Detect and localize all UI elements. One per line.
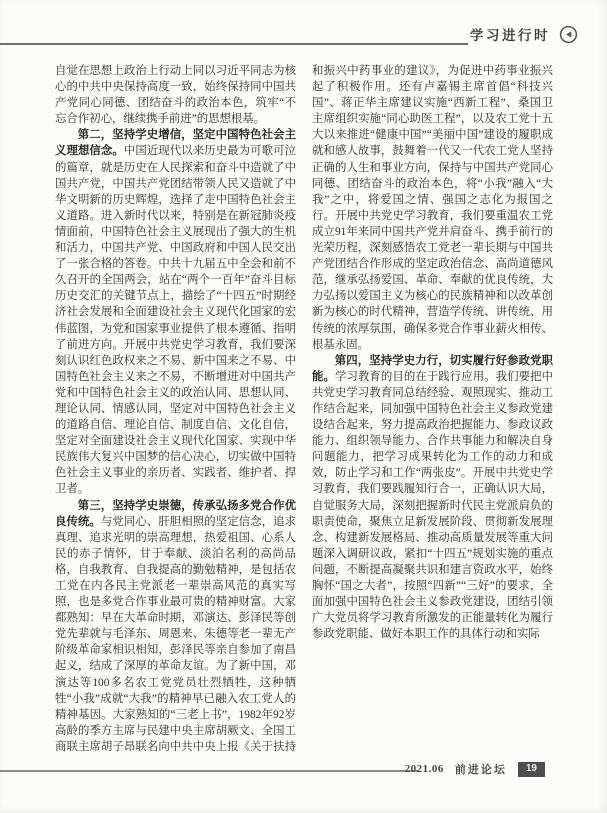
page-header	[468, 24, 578, 44]
page-footer	[405, 761, 545, 777]
page-number-badge: 19	[518, 762, 545, 777]
paragraph-text: 学习教育的目的在于践行应用。我们要把中共党史学习教育同总结经验、观照现实、推动工作结合起来，同加强中国特色社会主义参政党建设结合起来，努力提高政治把握能力、参政议政能力、组织领导能力、合作共事能力和解决自身问题能力，把学习成果转化为工作的动力和成效，防止学习和工作“两张皮”。开展中共党史学习教育，我们要践履知行合一，正确认识大局，自觉服务大局，深刻把握新时代民主党派肩负的职责使命，聚焦立足新发展阶段、贯彻新发展理念、构建新发展格局、推动高质量发展等重大问题深入调研议政，紧扣“十四五”规划实施的重点问题，不断提高凝聚共识和建言资政水平，始终胸怀“国之大者”，按照“四新”“三好”的要求，全面加强中国特色社会主义参政党建设，团结引领广大党员将学习教育所激发的正能量转化为履行参政党职能、做好本职工作的具体行动和实际	[312, 370, 553, 641]
paragraph	[55, 63, 296, 127]
column-title: 学习进行时	[470, 28, 550, 43]
paragraph-lead: 第四，坚持学史力行，切实履行好参政党职能。	[312, 354, 553, 383]
circled-left-arrow-icon	[559, 25, 578, 44]
paragraph	[55, 127, 296, 497]
issue-date: 2021.06	[404, 763, 444, 775]
paragraph-text: 中国近现代以来历史最为可歌可泣的篇章，就是历史在人民探索和奋斗中造就了中国共产党，中国共产党团结带领人民又造就了中华文明新的历史辉煌，选择了走中国特色社会主义道路。进入新时代以来，特别是在新冠肺炎疫情面前，中国特色社会主义展现出了强大的生机和活力，中国共产党、中国政府和中国人民交出了一张合格的答卷。中共十九届五中全会和前不久召开的全国两会，站在“两个一百年”奋斗目标历史交汇的关键节点上，描绘了“十四五”时期经济社会发展和全面建设社会主义现代化国家的宏伟蓝图，为党和国家事业提供了根本遵循、指明了前进方向。开展中共党史学习教育，我们要深刻认识红色政权来之不易、新中国来之不易、中国特色社会主义来之不易，不断增进对中国共产党和中国特色社会主义的政治认同、思想认同、理论认同、情感认同，坚定对中国特色社会主义的道路自信、理论自信、制度自信、文化自信，坚定对全面建设社会主义现代化国家、实现中华民族伟大复兴中国梦的信心决心，切实做中国特色社会主义事业的亲历者、实践者、维护者、捍卫者。	[55, 145, 296, 496]
paragraph-text: 与党同心、肝胆相照的坚定信念，追求真理、追求光明的崇高理想，热爱祖国、心系人民的赤子情怀，甘于奉献、淡泊名利的高尚品格，自我教育、自我提高的勤勉精神，是包括农工党在内各民主党派老一辈崇高风范的真实写照，也是多党合作事业最可贵的精神财富。大家都熟知：早在大革命时期，邓演达、彭泽民等创党先辈就与毛泽东、周恩来、朱德等老一辈无产阶级革命家相识相知，彭泽民等亲自参加了南昌起义，结成了深厚的革命友谊。为了新中国，邓演达等100多名农工党党员壮烈牺牲，这种牺牲“小我”成就“大我”的精神早已融入农工党人的精神基因。大家熟知的“三老上书”，1982年92岁高龄的季方主席与民建中央主席胡厥文、全国工商联主席胡子昂联名向中共中央上报《关于扶持和振兴中药事业的建议》，为促进中药事业振兴起了积极作用。还有卢嘉锡主席首倡“科技兴国”、蒋正华主席建议实施“西新工程”、桑国卫主席组织实施“同心助医工程”，以及农工党十五大以来推进“健康中国”“美丽中国”建设的履职成就和感人故事，鼓舞着一代又一代农工党人坚持正确的人生和事业方向，保持与中国共产党同心同德、团结奋斗的政治本色，将“小我”融入“大我”之中，将爱国之情、强国之志化为报国之行。开展中共党史学习教育，我们要重温农工党成立91年来同中国共产党并肩奋斗、携手前行的光荣历程，深刻感悟农工党老一辈长期与中国共产党团结合作形成的坚定政治信念、高尚道德风范，继承弘扬爱国、革命、奉献的优良传统，大力弘扬以爱国主义为核心的民族精神和以改革创新为核心的时代精神，营造学传统、讲传统、用传统的浓厚氛围，确保多党合作事业薪火相传、根基永固。	[55, 65, 553, 753]
paragraph-lead: 第三，坚持学史崇德，传承弘扬多党合作优良传统。	[55, 499, 296, 528]
journal-name: 前进论坛	[454, 764, 507, 776]
footer-rule	[0, 770, 418, 772]
article-body	[55, 63, 553, 769]
header-rule	[0, 43, 468, 45]
paragraph-lead: 第二，坚持学史增信，坚定中国特色社会主义理想信念。	[55, 129, 296, 158]
paragraph-text: 自觉在思想上政治上行动上同以习近平同志为核心的中共中央保持高度一致，始终保持同中国共产党同心同德、团结奋斗的政治本色，筑牢“不忘合作初心，继续携手前进”的思想根基。	[55, 65, 296, 126]
paragraph	[312, 353, 553, 643]
